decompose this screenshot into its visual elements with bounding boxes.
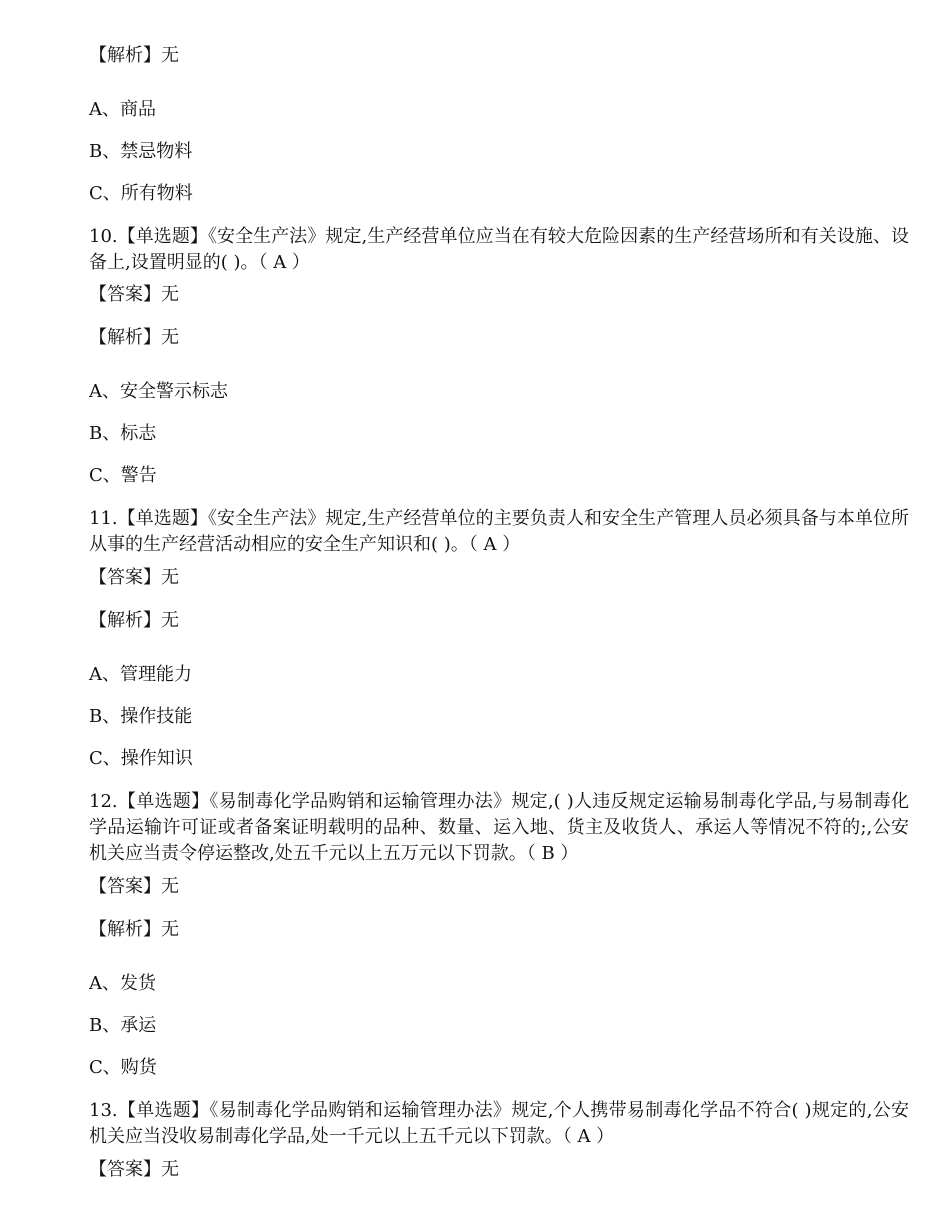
option-b: B、禁忌物料 bbox=[89, 141, 193, 162]
question-text: 10.【单选题】《安全生产法》规定,生产经营单位应当在有较大危险因素的生产经营场所和有关设施、设备上,设置明显的( )。（ A ） bbox=[89, 226, 909, 273]
option-c: C、所有物料 bbox=[89, 183, 193, 204]
analysis-label: 【解析】无 bbox=[89, 919, 179, 940]
question-text: 12.【单选题】《易制毒化学品购销和运输管理办法》规定,( )人违反规定运输易制毒化学品,与易制毒化学品运输许可证或者备案证明载明的品种、数量、运入地、货主及收货人、承运人等情况不符的;,公安机关应当责令停运整改,处五千元以上五万元以下罚款。（ B ） bbox=[89, 791, 909, 864]
analysis-label: 【解析】无 bbox=[89, 610, 179, 631]
option-c: C、操作知识 bbox=[89, 748, 193, 769]
option-a: A、管理能力 bbox=[89, 664, 192, 685]
option-c: C、购货 bbox=[89, 1057, 157, 1078]
option-c: C、警告 bbox=[89, 465, 157, 486]
option-a: A、发货 bbox=[89, 973, 156, 994]
question-text: 13.【单选题】《易制毒化学品购销和运输管理办法》规定,个人携带易制毒化学品不符合( )规定的,公安机关应当没收易制毒化学品,处一千元以上五千元以下罚款。（ A ） bbox=[89, 1100, 909, 1147]
question-text: 11.【单选题】《安全生产法》规定,生产经营单位的主要负责人和安全生产管理人员必须具备与本单位所从事的生产经营活动相应的安全生产知识和( )。（ A ） bbox=[89, 508, 909, 555]
answer-label: 【答案】无 bbox=[89, 1159, 179, 1180]
option-a: A、安全警示标志 bbox=[89, 381, 228, 402]
option-b: B、承运 bbox=[89, 1015, 157, 1036]
option-a: A、商品 bbox=[89, 99, 156, 120]
option-b: B、操作技能 bbox=[89, 706, 193, 727]
option-b: B、标志 bbox=[89, 423, 157, 444]
analysis-label: 【解析】无 bbox=[89, 327, 179, 348]
analysis-label: 【解析】无 bbox=[89, 45, 179, 66]
answer-label: 【答案】无 bbox=[89, 876, 179, 897]
answer-label: 【答案】无 bbox=[89, 284, 179, 305]
answer-label: 【答案】无 bbox=[89, 567, 179, 588]
